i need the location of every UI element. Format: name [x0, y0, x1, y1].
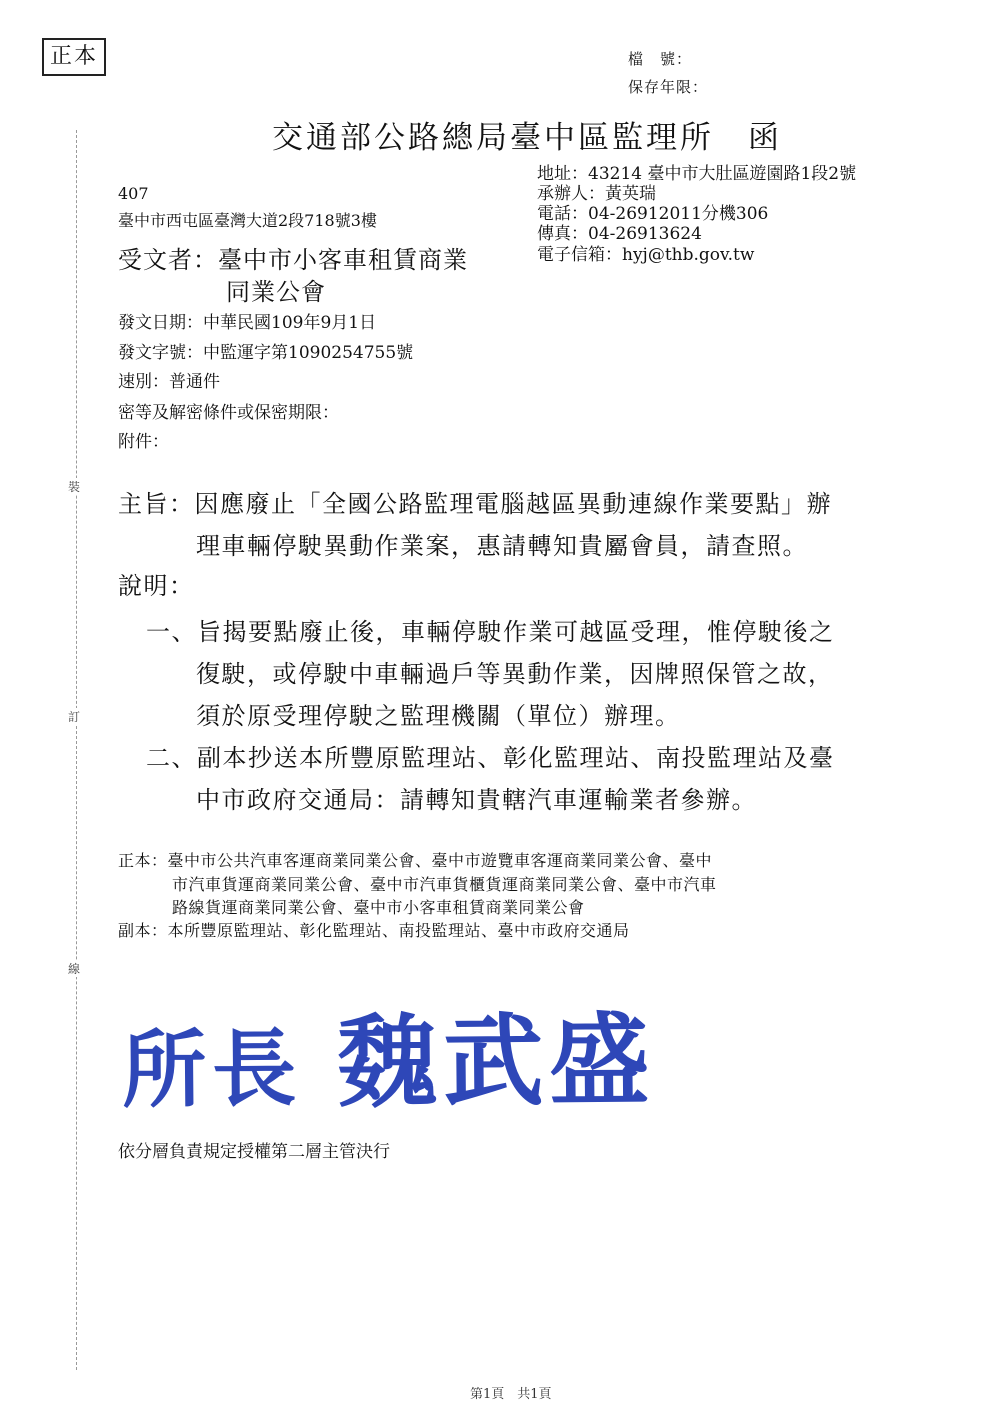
file-number-label: 檔 號： [628, 50, 693, 68]
explanation-item-2-line-2: 中市政府交通局：請轉知貴轄汽車運輸業者參辦。 [196, 786, 757, 814]
binding-line [76, 130, 77, 1370]
attachment-label: 附件： [118, 432, 169, 452]
original-recipients-line-1: 正本：臺中市公共汽車客運商業同業公會、臺中市遊覽車客運商業同業公會、臺中 [118, 851, 713, 870]
copy-recipients: 副本：本所豐原監理站、彰化監理站、南投監理站、臺中市政府交通局 [118, 921, 630, 940]
director-signature-stamp [121, 980, 656, 1129]
binding-mark-middle: 訂 [68, 710, 81, 724]
binding-mark-top: 裝 [68, 480, 81, 494]
recipient-line-2: 同業公會 [226, 278, 326, 306]
explanation-heading: 說明： [118, 572, 195, 600]
signature-name: 魏武盛 [336, 1000, 656, 1122]
document-number: 發文字號：中監運字第1090254755號 [118, 343, 414, 363]
signature-title: 所長 [121, 1018, 303, 1120]
authorization-note: 依分層負責規定授權第二層主管決行 [118, 1142, 390, 1162]
original-recipients-line-2: 市汽車貨運商業同業公會、臺中市汽車貨櫃貨運商業同業公會、臺中市汽車 [172, 875, 717, 894]
email-address: 電子信箱：hyj@thb.gov.tw [537, 245, 755, 265]
recipient-line-1: 受文者：臺中市小客車租賃商業 [118, 246, 468, 274]
explanation-item-2-line-1: 二、副本抄送本所豐原監理站、彰化監理站、南投監理站及臺 [146, 744, 835, 772]
original-recipients-line-3: 路線貨運商業同業公會、臺中市小客車租賃商業同業公會 [172, 898, 585, 917]
postal-code: 407 [118, 184, 149, 203]
fax-number: 傳真：04-26913624 [537, 224, 702, 244]
copy-type-stamp: 正本 [42, 38, 106, 76]
explanation-item-1-line-2: 復駛，或停駛中車輛過戶等異動作業，因牌照保管之故， [196, 660, 834, 688]
recipient-street: 臺中市西屯區臺灣大道2段718號3樓 [118, 211, 377, 230]
subject-line-1: 主旨：因應廢止「全國公路監理電腦越區異動連線作業要點」辦 [118, 490, 832, 518]
delivery-speed: 速別：普通件 [118, 372, 220, 392]
secrecy-conditions: 密等及解密條件或保密期限： [118, 403, 339, 423]
officer-name: 承辦人：黃英瑞 [537, 184, 656, 204]
explanation-item-1-line-3: 須於原受理停駛之監理機關（單位）辦理。 [196, 702, 681, 730]
sender-address: 地址：43214 臺中市大肚區遊園路1段2號 [537, 164, 857, 184]
retention-label: 保存年限： [628, 78, 709, 96]
explanation-item-1-line-1: 一、旨揭要點廢止後，車輛停駛作業可越區受理，惟停駛後之 [146, 618, 835, 646]
issue-date: 發文日期：中華民國109年9月1日 [118, 313, 377, 333]
phone-number: 電話：04-26912011分機306 [537, 204, 769, 224]
page-number: 第1頁 共1頁 [470, 1387, 552, 1402]
subject-line-2: 理車輛停駛異動作業案，惠請轉知貴屬會員，請查照。 [196, 532, 808, 560]
document-title: 交通部公路總局臺中區監理所 函 [272, 120, 782, 156]
binding-mark-bottom: 線 [68, 962, 81, 976]
